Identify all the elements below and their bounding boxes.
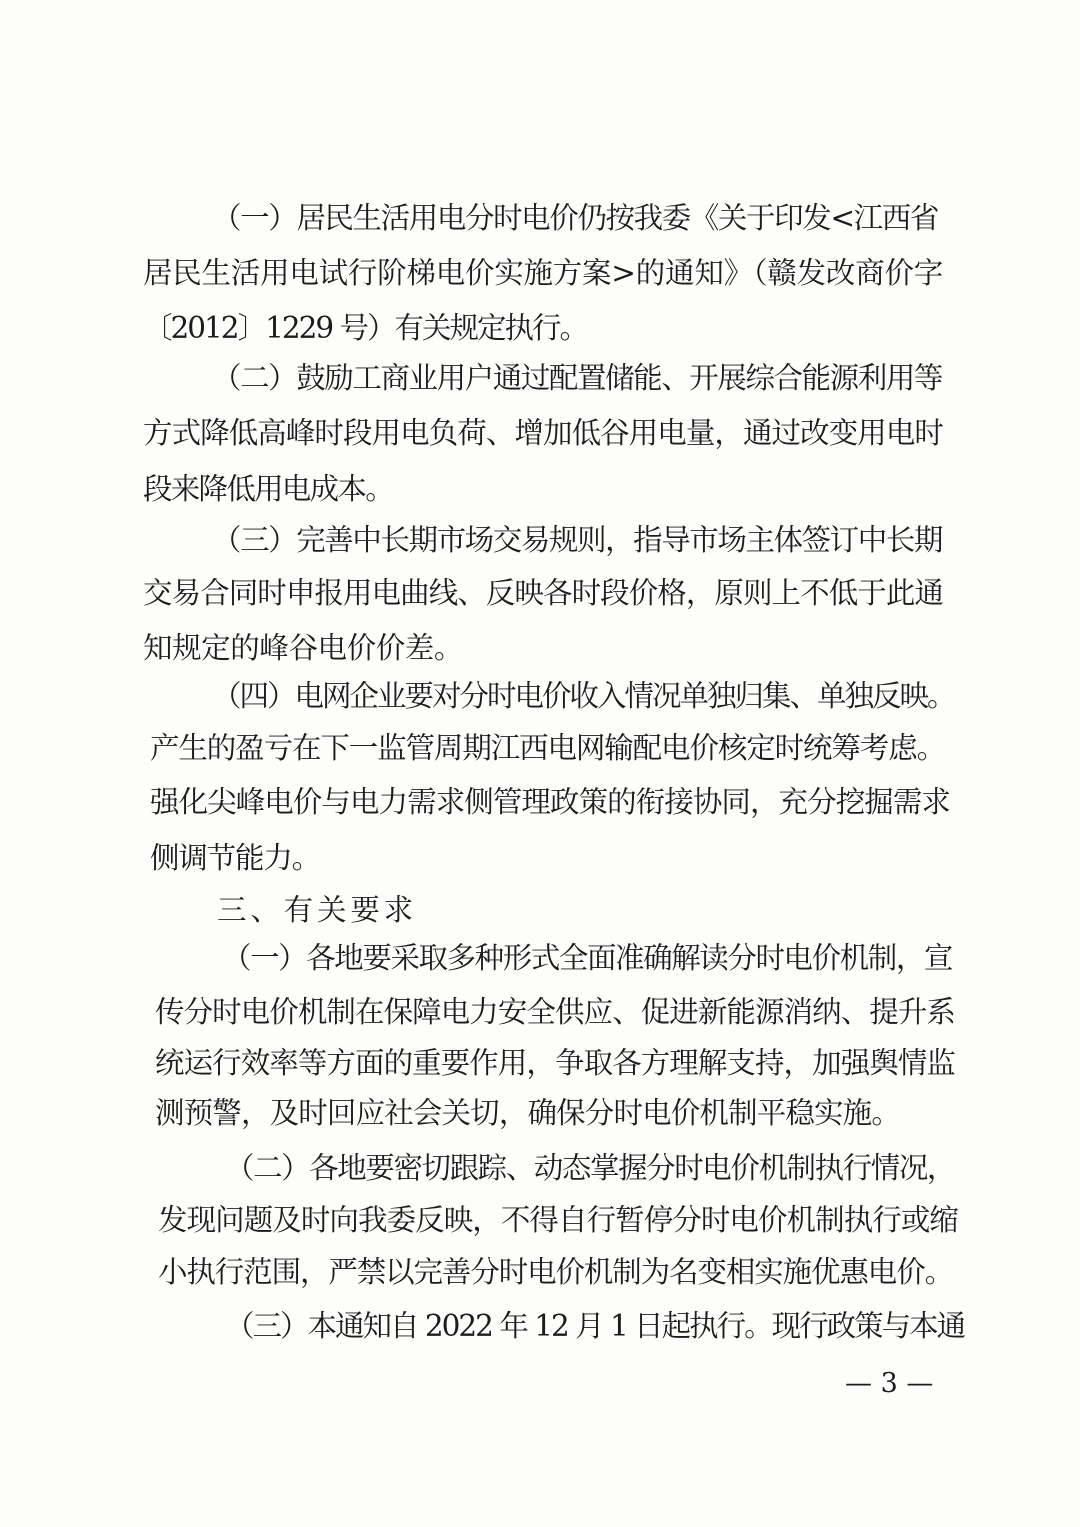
text-line: （四）电网企业要对分时电价收入情况单独归集、单独反映。 [212,679,955,713]
text-line: 小执行范围，严禁以完善分时电价机制为名变相实施优惠电价。 [158,1255,953,1289]
text-line: 居民生活用电试行阶梯电价实施方案>的通知》（赣发改商价字 [143,256,943,290]
text-line: 交易合同时申报用电曲线、反映各时段价格，原则上不低于此通 [143,576,943,610]
text-line: （三）本通知自 2022 年 12 月 1 日起执行。现行政策与本通 [225,1309,965,1343]
text-line: 统运行效率等方面的重要作用，争取各方理解支持，加强舆情监 [155,1046,955,1080]
text-line: 〔2012〕1229 号）有关规定执行。 [143,311,588,345]
text-line: 段来降低用电成本。 [143,472,393,506]
text-line: （三）完善中长期市场交易规则，指导市场主体签订中长期 [212,523,942,557]
page-number: — 3 — [845,1368,934,1399]
text-line: （一）各地要采取多种形式全面准确解读分时电价机制，宣 [222,941,952,975]
text-line: 测预警，及时回应社会关切，确保分时电价机制平稳实施。 [155,1096,900,1130]
text-line: 发现问题及时向我委反映，不得自行暂停分时电价机制执行或缩 [158,1203,958,1237]
text-line: 侧调节能力。 [150,841,320,875]
text-line: 产生的盈亏在下一监管周期江西电网输配电价核定时统筹考虑。 [150,731,945,765]
text-line: 知规定的峰谷电价价差。 [143,631,463,665]
text-line: 强化尖峰电价与电力需求侧管理政策的衔接协同，充分挖掘需求 [150,785,950,819]
text-line: （二）各地要密切跟踪、动态掌握分时电价机制执行情况， [225,1151,955,1185]
text-line: 传分时电价机制在保障电力安全供应、促进新能源消纳、提升系 [155,995,955,1029]
text-line: （一）居民生活用电分时电价仍按我委《关于印发<江西省 [212,201,938,235]
text-line: 方式降低高峰时段用电负荷、增加低谷用电量，通过改变用电时 [143,416,943,450]
section-heading: 三、有关要求 [217,893,417,927]
text-line: （二）鼓励工商业用户通过配置储能、开展综合能源利用等 [212,361,942,395]
